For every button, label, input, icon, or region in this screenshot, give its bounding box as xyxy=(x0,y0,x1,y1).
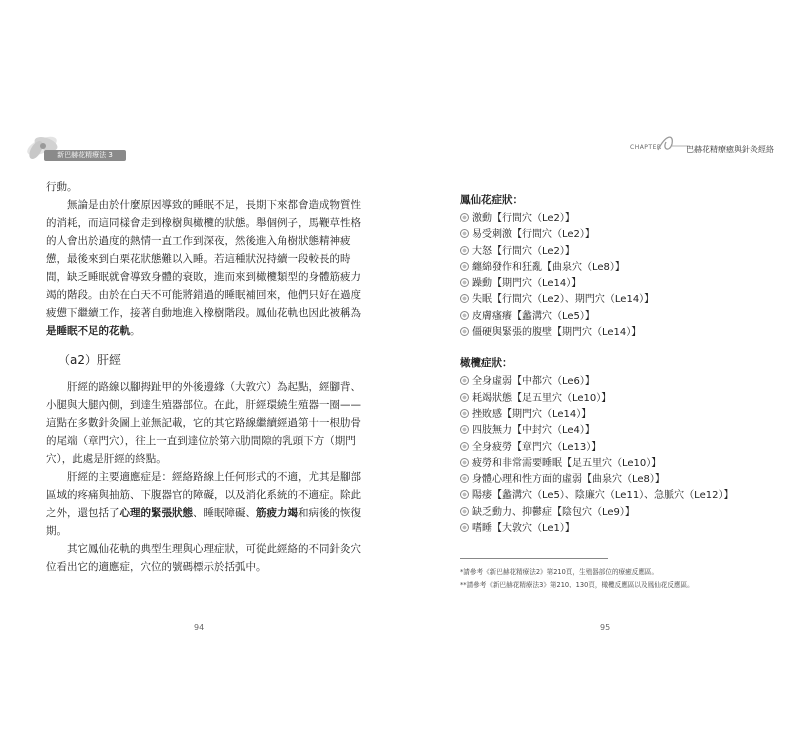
bold-phrase: 心理的緊張狀態 xyxy=(119,507,193,519)
list-item xyxy=(460,325,760,341)
list-item-text: 耗竭狀態【足五里穴（Le10）】 xyxy=(472,392,612,404)
list-item xyxy=(460,374,760,390)
list-item xyxy=(460,227,760,243)
list-item-text: 全身虛弱【中都穴（Le6）】 xyxy=(472,376,595,388)
bullet-icon xyxy=(460,442,469,451)
section-title: （a2）肝經 xyxy=(58,353,121,367)
bullet-icon xyxy=(460,246,469,255)
list-item xyxy=(460,440,760,456)
list-item xyxy=(460,309,760,325)
list-item-text: 陽痿【蠡溝穴（Le5）、陰廉穴（Le11）、急脈穴（Le12）】 xyxy=(472,490,734,502)
bullet-icon xyxy=(460,425,469,434)
bullet-icon xyxy=(460,507,469,516)
list-item-text: 失眠【行間穴（Le2）、期門穴（Le14）】 xyxy=(472,294,655,306)
bold-phrase: 筋疲力竭 xyxy=(256,507,298,519)
footnote-divider xyxy=(460,558,608,559)
list-item xyxy=(460,505,760,521)
list-item xyxy=(460,276,760,292)
header-tag: 新巴赫花精療法 3 xyxy=(44,150,126,161)
footnote-1: *請參考《新巴赫花精療法2》第210頁，生殖器部位的療癒反應區。 xyxy=(460,568,659,576)
right-page xyxy=(400,100,782,640)
flower-icon xyxy=(22,128,72,168)
bullet-icon xyxy=(460,311,469,320)
bullet-icon xyxy=(460,278,469,287)
list-item-text: 躁動【期門穴（Le14）】 xyxy=(472,278,582,290)
footnote-2: **請參考《新巴赫花精療法3》第210、130頁，橄欖反應區以及鳳仙花反應區。 xyxy=(460,581,694,589)
right-header xyxy=(630,130,780,160)
olive-list xyxy=(460,374,760,537)
list-item xyxy=(460,391,760,407)
bullet-icon xyxy=(460,327,469,336)
page-number: 95 xyxy=(600,623,611,632)
bullet-icon xyxy=(460,474,469,483)
list-item-text: 身體心理和性方面的虛弱【曲泉穴（Le8）】 xyxy=(472,474,665,486)
list-item-text: 疲勞和非常需要睡眠【足五里穴（Le10）】 xyxy=(472,457,662,469)
list-item xyxy=(460,260,760,276)
book-spread xyxy=(18,100,782,660)
page-number: 94 xyxy=(194,623,205,632)
list-item-text: 全身疲勞【章門穴（Le13）】 xyxy=(472,441,602,453)
list-item xyxy=(460,488,760,504)
list-item xyxy=(460,211,760,227)
list-item-text: 僵硬與緊張的腹壁【期門穴（Le14）】 xyxy=(472,327,642,339)
bullet-icon xyxy=(460,213,469,222)
list-item-text: 纏綿發作和狂亂【曲泉穴（Le8）】 xyxy=(472,261,625,273)
paragraph-2: 無論是由於什麼原因導致的睡眠不足，長期下來都會造成物質性的消耗，而這同樣會走到橡樹與橄欖的狀態。舉個例子，馬鞭草性格的人會出於過度的熱情一直工作到深夜，然後進入角樹狀態精神疲憊，最後來到白栗花狀態難以入睡。若這種狀況持續一段較長的時間，缺乏睡眠就會導致身體的衰敗，進而來到橄欖類型的身體筋疲力竭的階段。由於在白天不可能將錯過的睡眠補回來，他們只好在過度疲憊下繼續工作，接著自動地進入橡樹階段。鳳仙花軌也因此被稱為是睡眠不足的花軌。 xyxy=(46,199,361,337)
chapter-title: 巴赫花精療癒與針灸經絡 xyxy=(686,145,774,154)
bold-phrase: 是睡眠不足的花軌 xyxy=(46,325,130,337)
impatiens-list xyxy=(460,211,760,341)
left-page xyxy=(18,100,400,640)
left-header xyxy=(22,128,172,168)
paragraph-3: 肝經的路線以腳拇趾甲的外後邊緣（大敦穴）為起點，經腳背、小腿與大腿內側，到達生殖器部位。在此，肝經環繞生殖器一圈——這點在多數針灸圖上並無記載，它的其它路線繼續經過第十一根肋骨的尾端（章門穴），往上一直到達位於第六肋間隙的乳頭下方（期門穴），此處是肝經的終點。 xyxy=(46,381,361,465)
bullet-icon xyxy=(460,409,469,418)
bullet-icon xyxy=(460,229,469,238)
list-item xyxy=(460,244,760,260)
bullet-icon xyxy=(460,393,469,402)
paragraph-4: 肝經的主要適應症是：經絡路線上任何形式的不適，尤其是腳部區域的疼痛與抽筋、下腹器官的障礙，以及消化系統的不適症。除此之外，還包括了心理的緊張狀態、睡眠障礙、筋疲力竭和病後的恢復期。 xyxy=(46,471,361,537)
list-item-text: 缺乏動力、抑鬱症【陰包穴（Le9）】 xyxy=(472,506,635,518)
footnotes xyxy=(460,566,760,592)
list-heading-olive: 橄欖症狀： xyxy=(460,357,513,370)
bullet-icon xyxy=(460,490,469,499)
bullet-icon xyxy=(460,262,469,271)
bullet-icon xyxy=(460,523,469,532)
list-item-text: 大怒【行間穴（Le2）】 xyxy=(472,245,575,257)
list-item-text: 挫敗感【期門穴（Le14）】 xyxy=(472,408,592,420)
list-item xyxy=(460,423,760,439)
list-item xyxy=(460,521,760,537)
paragraph-1: 行動。 xyxy=(46,181,78,193)
list-item-text: 四肢無力【中封穴（Le4）】 xyxy=(472,425,595,437)
list-item xyxy=(460,472,760,488)
list-item-text: 激動【行間穴（Le2）】 xyxy=(472,213,575,224)
paragraph-5: 其它鳳仙花軌的典型生理與心理症狀，可從此經絡的不同針灸穴位看出它的適應症，穴位的號碼標示於括弧中。 xyxy=(46,543,361,573)
list-item xyxy=(460,456,760,472)
list-item xyxy=(460,292,760,308)
list-item-text: 易受刺激【行間穴（Le2）】 xyxy=(472,229,595,241)
list-item xyxy=(460,407,760,423)
list-item-text: 皮膚瘙癢【蠡溝穴（Le5）】 xyxy=(472,310,595,322)
bullet-icon xyxy=(460,294,469,303)
list-heading-impatiens: 鳳仙花症狀： xyxy=(460,194,523,206)
bullet-icon xyxy=(460,458,469,467)
left-body-text xyxy=(46,178,364,576)
chapter-label: CHAPTER xyxy=(630,144,662,151)
bullet-icon xyxy=(460,376,469,385)
list-item-text: 嗜睡【大敦穴（Le1）】 xyxy=(472,523,575,535)
symptom-lists xyxy=(460,192,760,537)
